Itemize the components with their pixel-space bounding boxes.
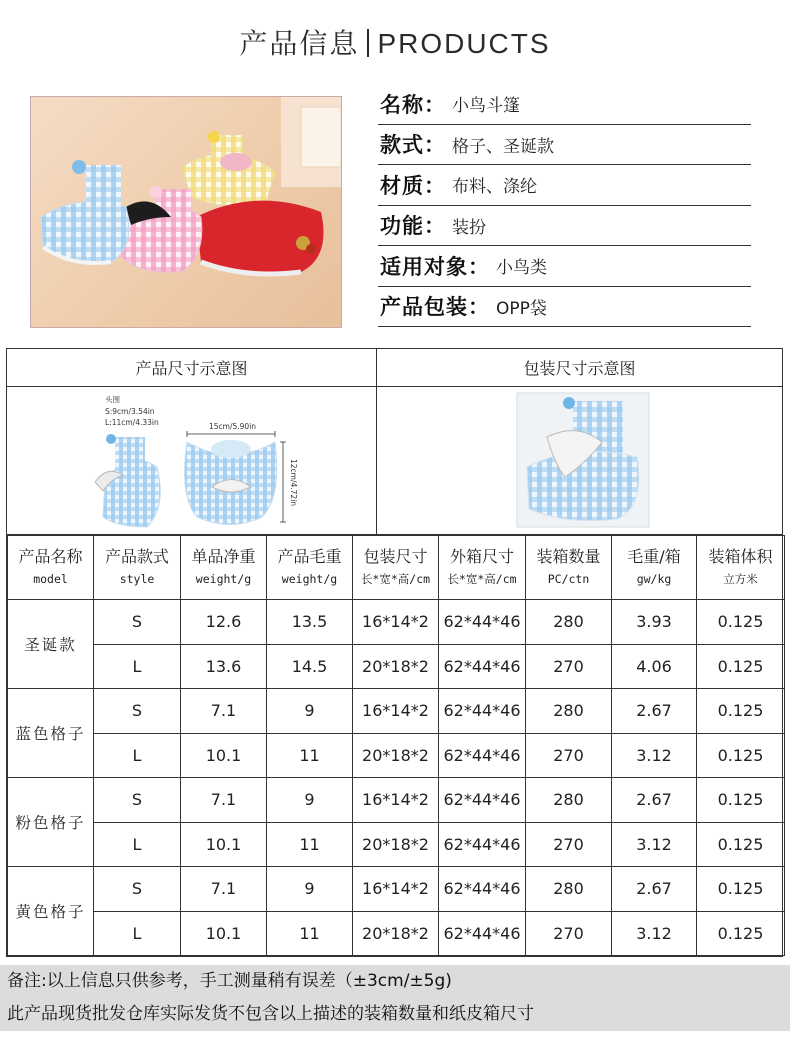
model-cell: 粉色格子 bbox=[8, 778, 94, 867]
size-l-label: L:11cm/4.33in bbox=[105, 418, 159, 427]
info-key: 名称： bbox=[380, 92, 446, 117]
table-cell: 20*18*2 bbox=[353, 644, 439, 689]
product-size-diagram bbox=[7, 387, 377, 534]
table-cell: 9 bbox=[267, 778, 353, 823]
col-carton-size bbox=[439, 536, 526, 600]
table-cell: 3.12 bbox=[612, 733, 697, 778]
product-size-diagram-title: 产品尺寸示意图 bbox=[7, 349, 377, 386]
table-cell: 280 bbox=[526, 689, 612, 734]
table-cell: 270 bbox=[526, 911, 612, 956]
info-key: 功能： bbox=[380, 214, 446, 239]
title-en: PRODUCTS bbox=[377, 28, 551, 59]
package-illustration bbox=[377, 387, 782, 535]
table-cell: 3.12 bbox=[612, 822, 697, 867]
info-row-name bbox=[378, 84, 751, 125]
table-cell: L bbox=[94, 822, 181, 867]
table-cell: 9 bbox=[267, 689, 353, 734]
column-subheader: model bbox=[33, 571, 68, 586]
info-row-function bbox=[378, 206, 751, 247]
table-row bbox=[8, 911, 785, 956]
table-row bbox=[8, 600, 785, 645]
table-cell: 270 bbox=[526, 644, 612, 689]
table-header-row bbox=[8, 536, 785, 600]
note-line-2: 此产品现货批发仓库实际发货不包含以上描述的装箱数量和纸皮箱尺寸 bbox=[7, 1004, 534, 1024]
table-cell: 7.1 bbox=[181, 867, 267, 912]
info-key: 适用对象： bbox=[380, 254, 490, 279]
size-s-label: S:9cm/3.54in bbox=[105, 407, 155, 416]
column-subheader: 长*宽*高/cm bbox=[360, 571, 431, 586]
table-cell: 20*18*2 bbox=[353, 911, 439, 956]
table-cell: 4.06 bbox=[612, 644, 697, 689]
table-cell: 62*44*46 bbox=[439, 911, 526, 956]
width-label: 15cm/5.90in bbox=[209, 422, 257, 431]
package-size-diagram bbox=[377, 387, 782, 534]
table-cell: 11 bbox=[267, 822, 353, 867]
column-subheader: gw/kg bbox=[636, 571, 672, 586]
table-cell: 0.125 bbox=[697, 911, 785, 956]
column-header: 单品净重 bbox=[191, 546, 256, 566]
table-cell: 280 bbox=[526, 778, 612, 823]
table-cell: 16*14*2 bbox=[353, 867, 439, 912]
table-cell: 62*44*46 bbox=[439, 644, 526, 689]
table-cell: 0.125 bbox=[697, 822, 785, 867]
table-cell: 0.125 bbox=[697, 778, 785, 823]
col-package-size bbox=[353, 536, 439, 600]
info-key: 材质： bbox=[380, 173, 446, 198]
table-cell: 280 bbox=[526, 600, 612, 645]
column-header: 外箱尺寸 bbox=[449, 546, 514, 566]
col-quantity bbox=[526, 536, 612, 600]
table-cell: 20*18*2 bbox=[353, 733, 439, 778]
title-cn: 产品信息 bbox=[239, 27, 360, 60]
info-value: 装扮 bbox=[452, 217, 486, 238]
column-header: 产品名称 bbox=[18, 546, 83, 566]
table-cell: 11 bbox=[267, 733, 353, 778]
info-row-material bbox=[378, 165, 751, 206]
table-cell: S bbox=[94, 600, 181, 645]
table-row bbox=[8, 778, 785, 823]
column-subheader: style bbox=[119, 571, 155, 586]
product-size-illustration bbox=[7, 387, 376, 535]
table-cell: 7.1 bbox=[181, 689, 267, 734]
model-cell: 蓝色格子 bbox=[8, 689, 94, 778]
table-row bbox=[8, 867, 785, 912]
table-cell: 11 bbox=[267, 911, 353, 956]
table-cell: 9 bbox=[267, 867, 353, 912]
table-cell: 62*44*46 bbox=[439, 600, 526, 645]
info-row-style bbox=[378, 125, 751, 166]
diagram-header bbox=[7, 349, 782, 387]
column-subheader: 立方米 bbox=[723, 571, 758, 586]
table-cell: 13.5 bbox=[267, 600, 353, 645]
info-value: 小鸟类 bbox=[496, 258, 547, 279]
table-cell: S bbox=[94, 689, 181, 734]
table-cell: 10.1 bbox=[181, 911, 267, 956]
col-volume bbox=[697, 536, 785, 600]
table-cell: 0.125 bbox=[697, 600, 785, 645]
table-cell: 16*14*2 bbox=[353, 778, 439, 823]
table-cell: 270 bbox=[526, 733, 612, 778]
spec-table bbox=[7, 535, 785, 956]
model-cell: 圣诞款 bbox=[8, 600, 94, 689]
table-cell: 3.93 bbox=[612, 600, 697, 645]
table-cell: 280 bbox=[526, 867, 612, 912]
col-net-weight bbox=[181, 536, 267, 600]
note-line-1: 备注:以上信息只供参考，手工测量稍有误差（±3cm/±5g) bbox=[7, 971, 452, 991]
package-size-diagram-title: 包装尺寸示意图 bbox=[523, 359, 636, 378]
col-carton-weight bbox=[612, 536, 697, 600]
table-row bbox=[8, 689, 785, 734]
table-cell: L bbox=[94, 911, 181, 956]
column-header: 装箱数量 bbox=[536, 546, 601, 566]
column-subheader: 长*宽*高/cm bbox=[447, 571, 517, 586]
product-photo bbox=[30, 96, 342, 328]
column-header: 装箱体积 bbox=[708, 546, 773, 566]
table-cell: 7.1 bbox=[181, 778, 267, 823]
table-cell: 20*18*2 bbox=[353, 822, 439, 867]
table-cell: 2.67 bbox=[612, 867, 697, 912]
col-model bbox=[8, 536, 94, 600]
table-cell: 0.125 bbox=[697, 867, 785, 912]
column-header: 产品毛重 bbox=[277, 546, 342, 566]
table-cell: 0.125 bbox=[697, 644, 785, 689]
table-cell: S bbox=[94, 778, 181, 823]
column-subheader: PC/ctn bbox=[547, 571, 590, 586]
column-header: 产品款式 bbox=[104, 546, 169, 566]
table-cell: L bbox=[94, 733, 181, 778]
table-row bbox=[8, 644, 785, 689]
table-cell: 2.67 bbox=[612, 778, 697, 823]
table-cell: 16*14*2 bbox=[353, 689, 439, 734]
product-photo-illustration bbox=[31, 97, 342, 328]
table-row bbox=[8, 733, 785, 778]
disclaimer-note bbox=[0, 965, 790, 1031]
info-value: 格子、圣诞款 bbox=[452, 136, 554, 157]
table-cell: 10.1 bbox=[181, 822, 267, 867]
info-row-target bbox=[378, 246, 751, 287]
head-label: 头围 bbox=[105, 395, 120, 404]
table-cell: 0.125 bbox=[697, 689, 785, 734]
col-gross-weight bbox=[267, 536, 353, 600]
table-cell: 16*14*2 bbox=[353, 600, 439, 645]
table-cell: 62*44*46 bbox=[439, 689, 526, 734]
table-cell: S bbox=[94, 867, 181, 912]
column-subheader: weight/g bbox=[195, 571, 252, 586]
col-style bbox=[94, 536, 181, 600]
table-cell: 62*44*46 bbox=[439, 867, 526, 912]
product-info-list bbox=[378, 84, 751, 327]
info-key: 款式： bbox=[380, 133, 446, 158]
table-cell: L bbox=[94, 644, 181, 689]
table-cell: 62*44*46 bbox=[439, 778, 526, 823]
table-cell: 14.5 bbox=[267, 644, 353, 689]
page-title bbox=[0, 22, 790, 62]
table-cell: 0.125 bbox=[697, 733, 785, 778]
table-cell: 62*44*46 bbox=[439, 733, 526, 778]
table-row bbox=[8, 822, 785, 867]
table-cell: 13.6 bbox=[181, 644, 267, 689]
column-header: 毛重/箱 bbox=[627, 546, 681, 566]
table-cell: 62*44*46 bbox=[439, 822, 526, 867]
column-subheader: weight/g bbox=[281, 571, 338, 586]
spec-sheet bbox=[6, 348, 783, 957]
diagram-row bbox=[7, 387, 782, 535]
info-value: 布料、涤纶 bbox=[452, 177, 537, 198]
info-row-packaging bbox=[378, 287, 751, 328]
column-header: 包装尺寸 bbox=[363, 546, 428, 566]
table-cell: 10.1 bbox=[181, 733, 267, 778]
info-value: OPP袋 bbox=[496, 298, 547, 319]
height-label: 12cm/4.72in bbox=[289, 459, 298, 507]
info-key: 产品包装： bbox=[380, 295, 490, 320]
table-cell: 3.12 bbox=[612, 911, 697, 956]
table-cell: 270 bbox=[526, 822, 612, 867]
title-divider bbox=[367, 29, 369, 57]
model-cell: 黄色格子 bbox=[8, 867, 94, 956]
info-value: 小鸟斗篷 bbox=[452, 96, 520, 117]
table-cell: 12.6 bbox=[181, 600, 267, 645]
table-cell: 2.67 bbox=[612, 689, 697, 734]
